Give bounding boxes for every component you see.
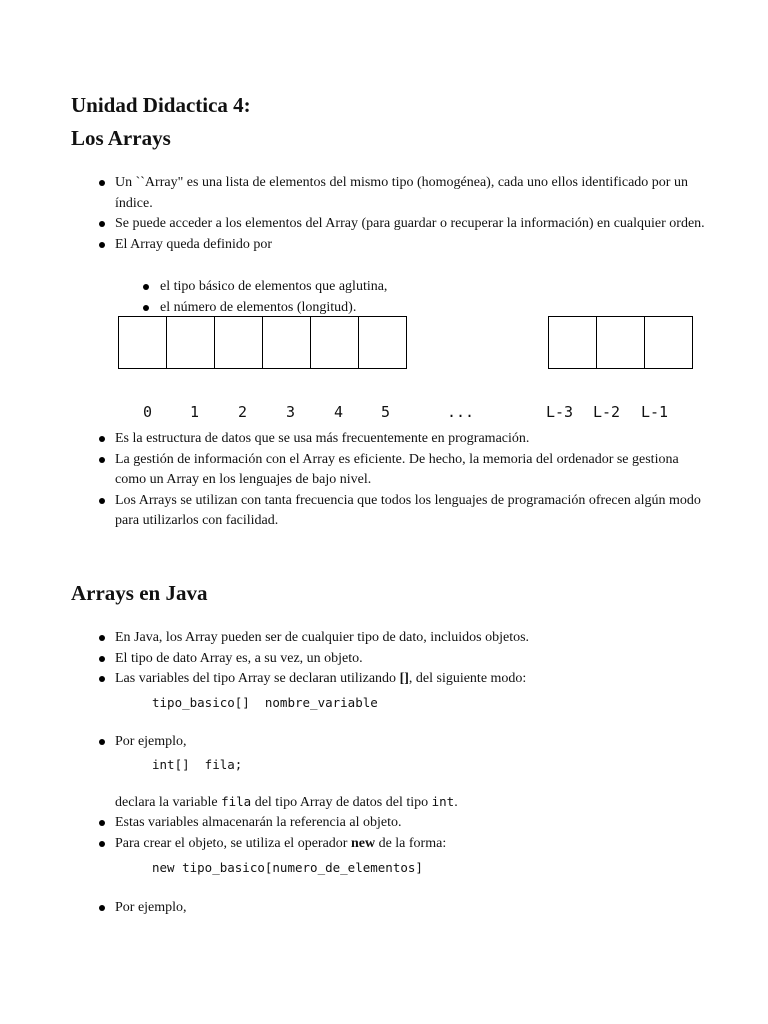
intro-bullet-list bbox=[0, 173, 705, 255]
array-cell bbox=[263, 316, 311, 369]
text: Las variables del tipo Array se declaran utilizando bbox=[115, 671, 400, 686]
bold-text: [] bbox=[399, 671, 409, 686]
array-index: 5 bbox=[380, 403, 391, 421]
list-item bbox=[0, 669, 705, 690]
example-bullet bbox=[0, 898, 705, 919]
array-cell bbox=[548, 316, 597, 369]
sub-bullet-list bbox=[0, 277, 387, 318]
section-title: Arrays en Java bbox=[71, 581, 208, 605]
bold-text: new bbox=[350, 835, 376, 851]
array-index: 1 bbox=[189, 403, 200, 421]
array-cell bbox=[597, 316, 645, 369]
list-item: Por ejemplo, bbox=[0, 898, 705, 919]
array-index: 3 bbox=[285, 403, 296, 421]
text: declara la variable bbox=[115, 795, 222, 810]
array-index-ellipsis: ... bbox=[446, 403, 475, 421]
array-cell bbox=[118, 316, 167, 369]
list-item: En Java, los Array pueden ser de cualquier tipo de dato, incluidos objetos. bbox=[0, 628, 705, 649]
list-item: La gestión de información con el Array es eficiente. De hecho, la memoria del ordenador se gestiona como un Array en los lenguajes de bajo nivel. bbox=[0, 450, 705, 491]
text: del tipo Array de datos del tipo bbox=[251, 795, 432, 810]
declara-paragraph bbox=[115, 792, 458, 814]
array-index: 4 bbox=[333, 403, 344, 421]
list-item: Es la estructura de datos que se usa más frecuentemente en programación. bbox=[0, 429, 705, 450]
list-item: Estas variables almacenarán la referencia al objeto. bbox=[0, 813, 705, 834]
new-bullet-list bbox=[0, 813, 705, 854]
text: . bbox=[454, 795, 458, 810]
sub-list-item: el número de elementos (longitud). bbox=[0, 298, 387, 319]
list-item: Se puede acceder a los elementos del Array (para guardar o recuperar la información) en cualquier orden. bbox=[0, 214, 705, 235]
unit-title: Unidad Didactica 4: bbox=[71, 93, 251, 117]
list-item: Los Arrays se utilizan con tanta frecuencia que todos los lenguajes de programación ofrecen algún modo para utilizarlos con facilidad. bbox=[0, 491, 705, 532]
inline-code: fila bbox=[221, 794, 252, 809]
array-index: L-3 bbox=[545, 403, 574, 421]
array-index: L-1 bbox=[640, 403, 669, 421]
inline-code: int bbox=[431, 794, 455, 809]
array-cell bbox=[311, 316, 359, 369]
text: , del siguiente modo: bbox=[408, 671, 527, 686]
array-index: L-2 bbox=[592, 403, 621, 421]
sub-list-item: el tipo básico de elementos que aglutina, bbox=[0, 277, 387, 298]
array-cells-first bbox=[118, 316, 407, 368]
code-block: tipo_basico[] nombre_variable bbox=[152, 695, 378, 710]
java-bullet-list bbox=[0, 628, 705, 690]
code-block: new tipo_basico[numero_de_elementos] bbox=[152, 860, 423, 875]
code-block: int[] fila; bbox=[152, 757, 243, 772]
list-item: Por ejemplo, bbox=[0, 732, 705, 753]
text: Para crear el objeto, se utiliza el operador bbox=[115, 835, 351, 851]
example-bullet bbox=[0, 732, 705, 753]
array-cell bbox=[215, 316, 263, 369]
list-item: El tipo de dato Array es, a su vez, un objeto. bbox=[0, 649, 705, 670]
text: de la forma: bbox=[375, 835, 447, 851]
array-cells-last bbox=[548, 316, 693, 368]
array-cell bbox=[645, 316, 693, 369]
list-item: El Array queda definido por bbox=[0, 235, 705, 256]
array-cell bbox=[167, 316, 215, 369]
array-cell bbox=[359, 316, 407, 369]
list-item: Un ``Array" es una lista de elementos del mismo tipo (homogénea), cada uno ellos identificado por un índice. bbox=[0, 173, 705, 214]
array-index: 2 bbox=[237, 403, 248, 421]
page-title: Los Arrays bbox=[71, 126, 171, 150]
properties-bullet-list bbox=[0, 429, 705, 532]
array-index: 0 bbox=[142, 403, 153, 421]
list-item bbox=[0, 834, 705, 855]
